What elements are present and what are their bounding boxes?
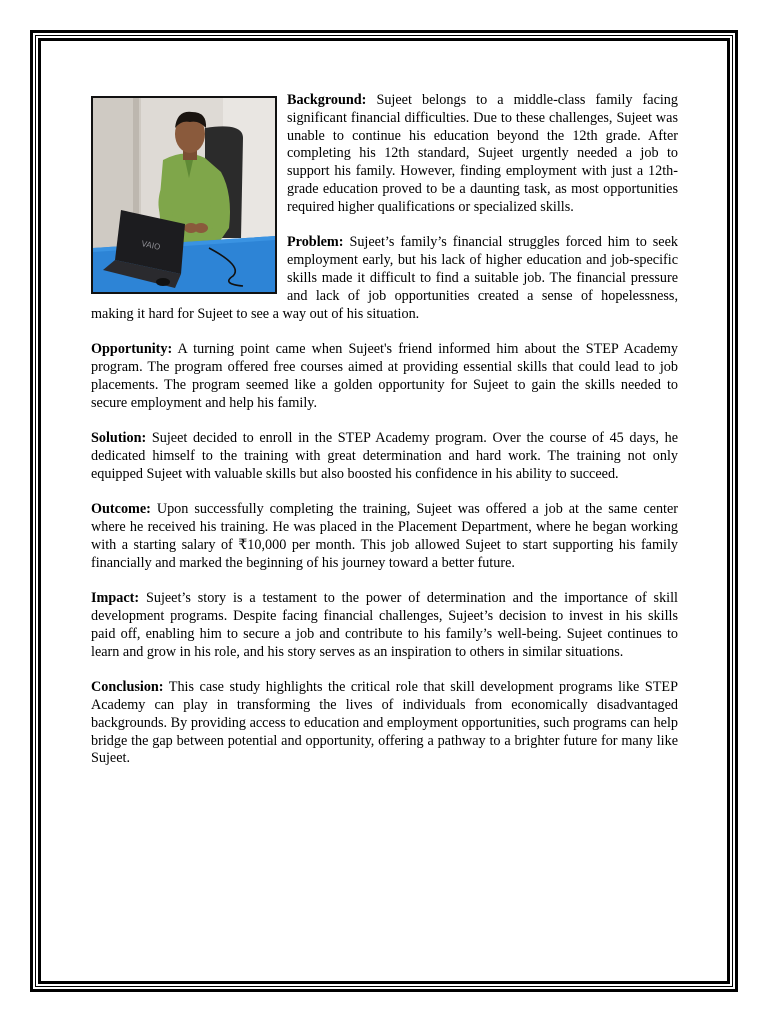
heading-outcome: Outcome: bbox=[91, 501, 151, 518]
text-impact: Sujeet’s story is a testament to the power of determination and the importance of skill development programs. Despite facing financial challenges, Sujeet’s decision to invest in his skills paid off, enabling him to secure a job and contribute to his family’s well-being. Sujeet continues to learn and grow in his role, and his story serves as an inspiration to others in similar situations. bbox=[91, 590, 678, 660]
text-opportunity: A turning point came when Sujeet's friend informed him about the STEP Academy program. The program offered free courses aimed at providing essential skills that could lead to job placements. The program seemed like a golden opportunity for Sujeet to gain the skills needed to secure employment and help his family. bbox=[91, 341, 678, 411]
paragraph-solution bbox=[91, 430, 678, 483]
text-background: Sujeet belongs to a middle-class family facing significant financial difficulties. Due to these challenges, Sujeet was unable to continue his education beyond the 12th grade. After completing his 12th standard, Sujeet urgently needed a job to support his family. However, finding employment with just a 12th-grade education proved to be a daunting task, as most opportunities required higher qualifications or specialized skills. bbox=[287, 92, 678, 215]
heading-background: Background: bbox=[287, 92, 367, 108]
photo-sujeet-at-laptop bbox=[91, 96, 277, 294]
text-conclusion: This case study highlights the critical role that skill development programs like STEP Academy can play in transforming the lives of individuals from economically disadvantaged backgrounds. By providing access to education and employment opportunities, such programs can help bridge the gap between potential and opportunity, offering a pathway to a brighter future for many like Sujeet. bbox=[91, 679, 678, 767]
heading-problem: Problem: bbox=[287, 234, 344, 251]
heading-solution: Solution: bbox=[91, 430, 147, 447]
text-problem: Sujeet’s family’s financial struggles forced him to seek employment early, but his lack of higher education and job-specific skills made it difficult to find a suitable job. The financial pressure and lack of job opportunities created a sense of hopelessness, making it hard for Sujeet to see a way out of his situation. bbox=[91, 234, 678, 322]
heading-conclusion: Conclusion: bbox=[91, 679, 164, 696]
text-outcome: Upon successfully completing the training, Sujeet was offered a job at the same center where he received his training. He was placed in the Placement Department, where he began working with a starting salary of ₹10,000 per month. This job allowed Sujeet to start supporting his family financially and marked the beginning of his journey toward a better future. bbox=[91, 501, 678, 571]
paragraph-opportunity bbox=[91, 341, 678, 412]
paragraph-impact bbox=[91, 590, 678, 661]
paragraph-conclusion bbox=[91, 679, 678, 768]
paragraph-outcome bbox=[91, 501, 678, 572]
text-solution: Sujeet decided to enroll in the STEP Academy program. Over the course of 45 days, he dedicated himself to the training with great determination and hard work. The training not only equipped Sujeet with valuable skills but also boosted his confidence in his ability to succeed. bbox=[91, 430, 678, 482]
document-body bbox=[91, 92, 678, 786]
heading-opportunity: Opportunity: bbox=[91, 341, 173, 358]
heading-impact: Impact: bbox=[91, 590, 140, 607]
laptop-logo: VAIO bbox=[140, 239, 162, 252]
